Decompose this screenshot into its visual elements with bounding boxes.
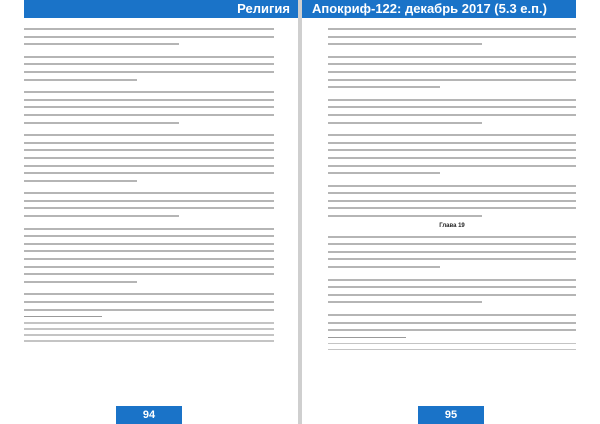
right-running-header: Апокриф-122: декабрь 2017 (5.3 е.п.) [302, 0, 576, 18]
right-page [302, 0, 600, 424]
right-page-number: 95 [418, 406, 484, 424]
right-text-column [328, 28, 576, 364]
left-text-column [24, 28, 274, 364]
chapter-heading: Глава 19 [439, 222, 465, 229]
footnote-rule [328, 337, 406, 338]
left-page [0, 0, 298, 424]
left-running-header: Религия [24, 0, 298, 18]
footnote-rule [24, 316, 102, 317]
left-page-number: 94 [116, 406, 182, 424]
